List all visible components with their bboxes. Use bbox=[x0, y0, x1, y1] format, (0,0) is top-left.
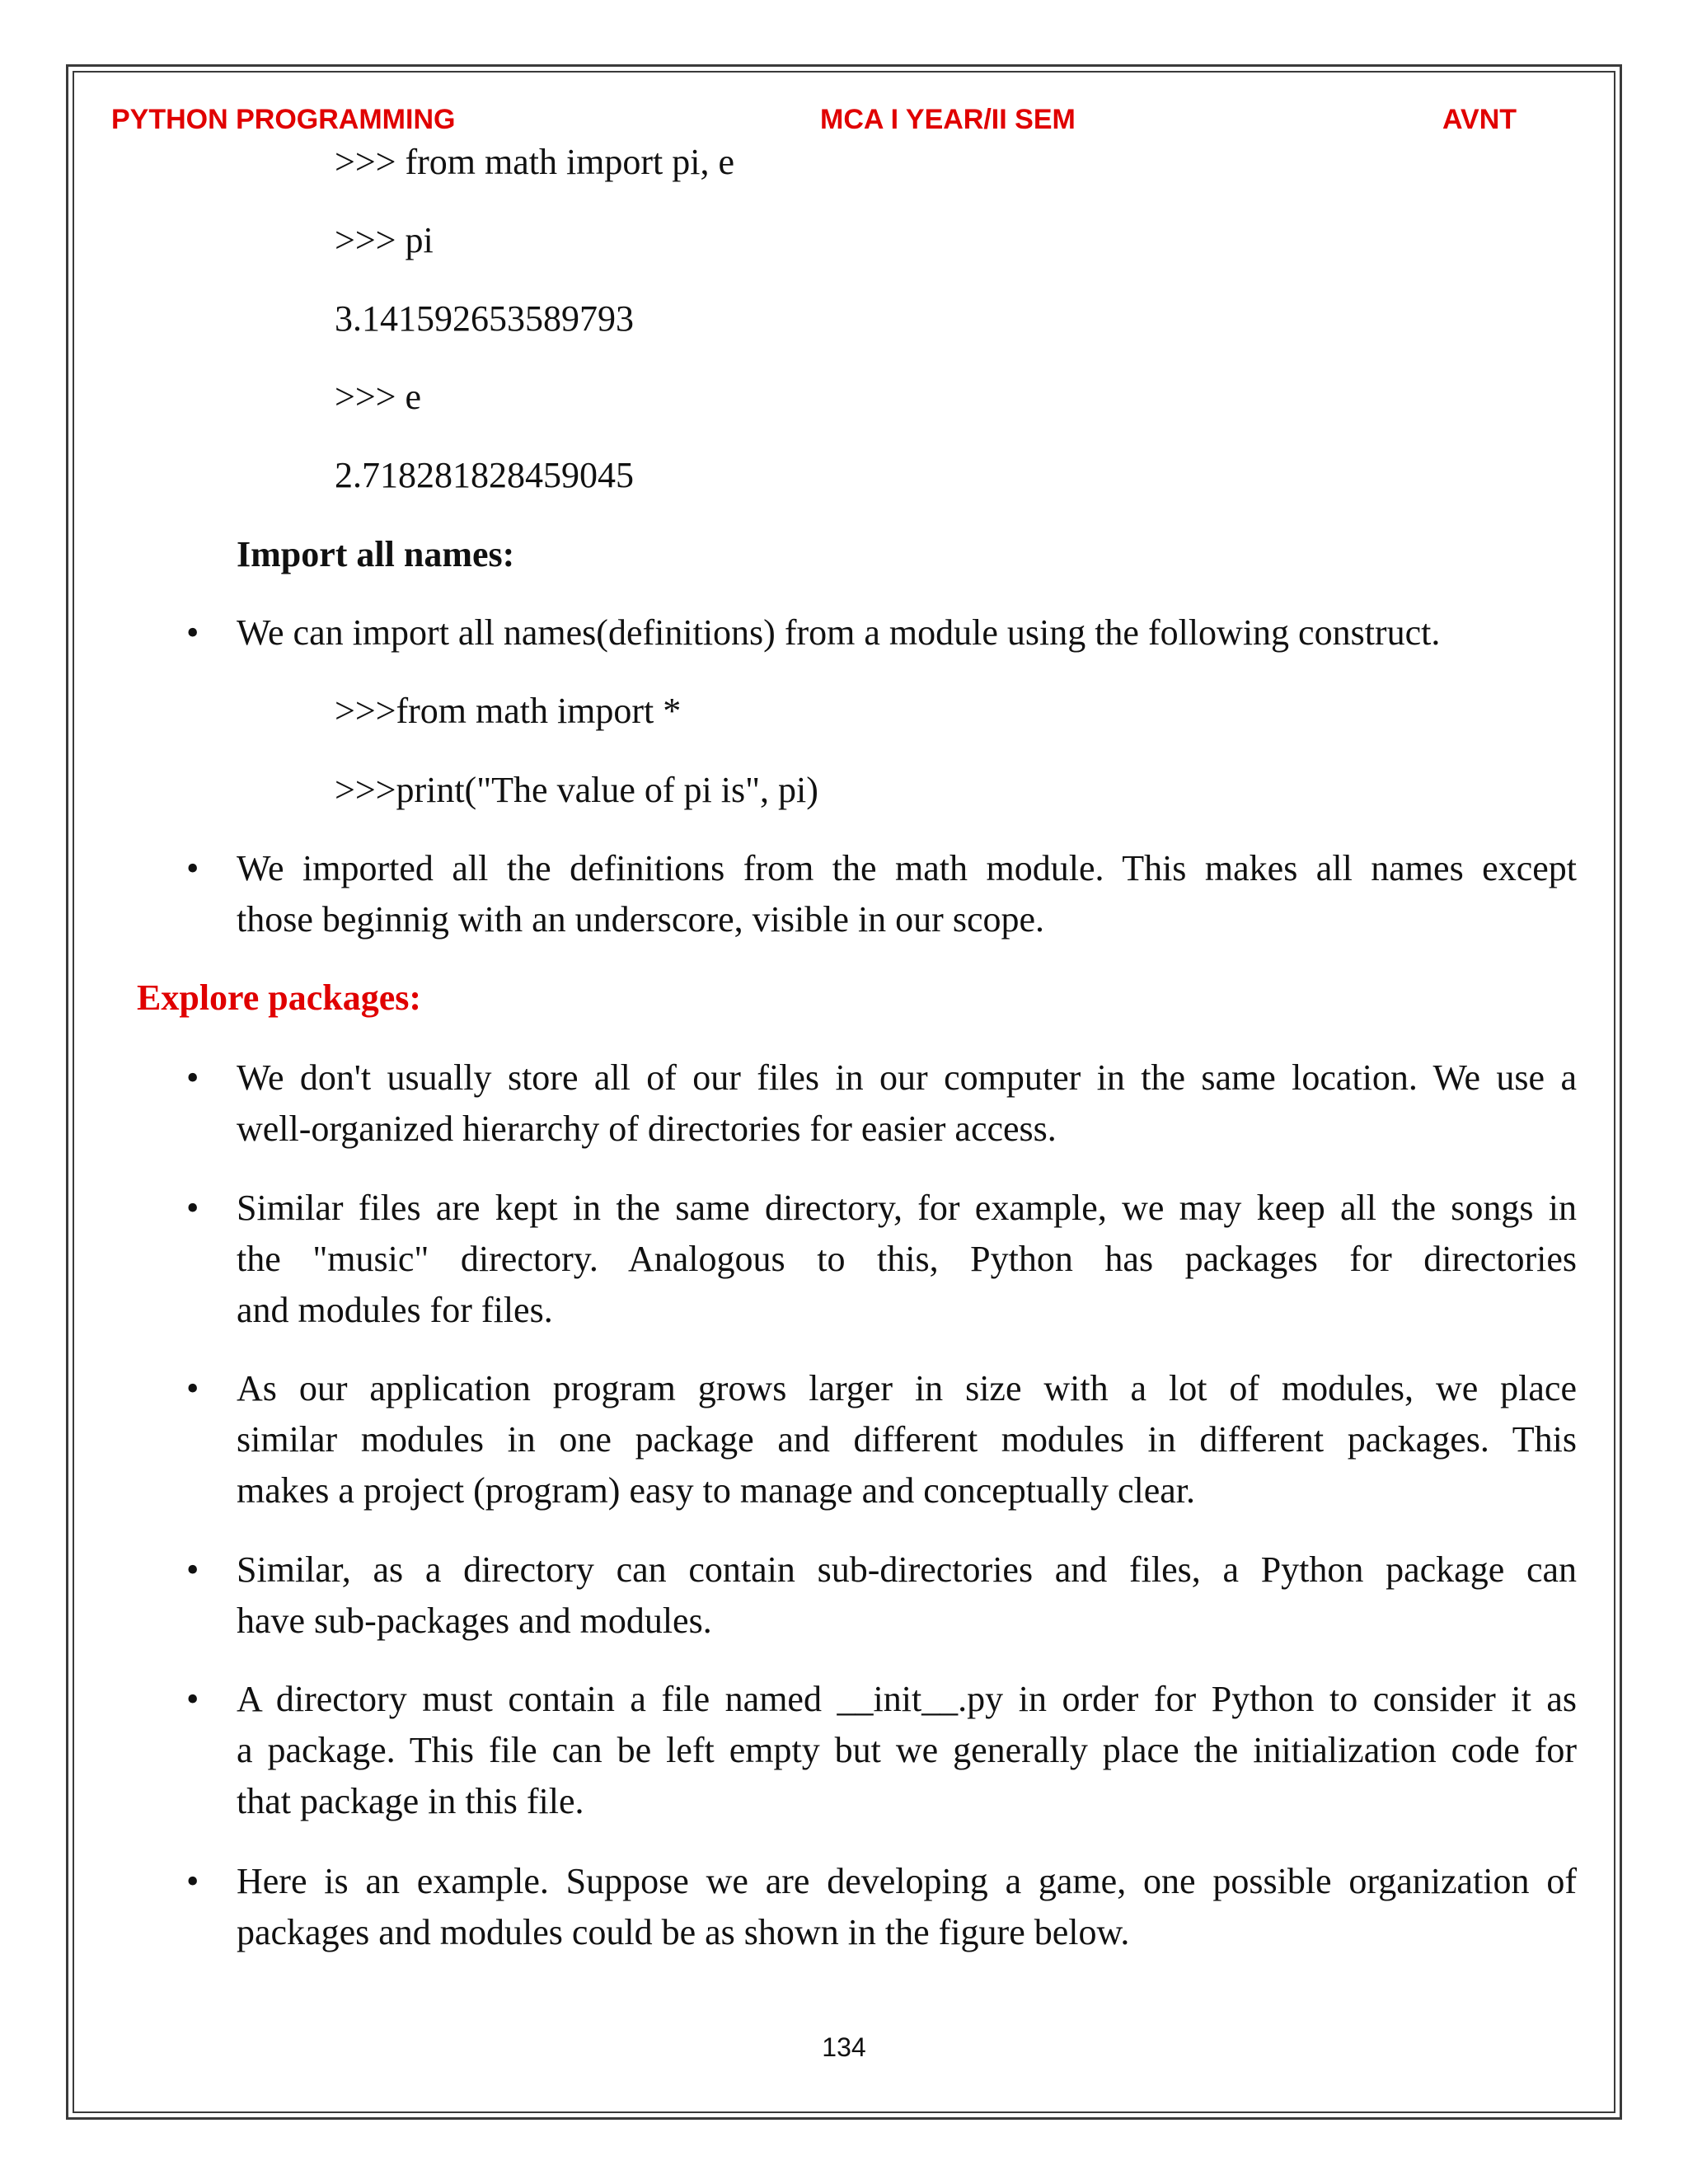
paragraph-line: similar modules in one package and different modules in different packages. This bbox=[237, 1419, 1577, 1460]
bullet-marker: • bbox=[186, 1679, 199, 1719]
code-line: 3.141592653589793 bbox=[335, 298, 634, 339]
page-number: 134 bbox=[822, 2032, 866, 2062]
paragraph-line: We imported all the definitions from the math module. This makes all names except bbox=[237, 848, 1577, 888]
bullet-marker: • bbox=[186, 848, 199, 888]
code-line: >>>from math import * bbox=[335, 691, 682, 731]
paragraph-line: the "music" directory. Analogous to this, Python has packages for directories bbox=[237, 1239, 1577, 1279]
bullet-marker: • bbox=[186, 1368, 199, 1408]
paragraph-line: Similar, as a directory can contain sub-directories and files, a Python package can bbox=[237, 1549, 1577, 1590]
paragraph-line: We don't usually store all of our files in our computer in the same location. We use a bbox=[237, 1057, 1577, 1098]
bullet-marker: • bbox=[186, 1057, 199, 1098]
bullet-paragraph bbox=[237, 1856, 1577, 1958]
paragraph-line: have sub-packages and modules. bbox=[237, 1601, 712, 1641]
code-line: 2.718281828459045 bbox=[335, 455, 634, 495]
bullet-marker: • bbox=[186, 1549, 199, 1590]
paragraph-line: that package in this file. bbox=[237, 1781, 584, 1821]
section-title-explore-packages: Explore packages: bbox=[137, 977, 422, 1018]
bullet-marker: • bbox=[186, 1861, 199, 1901]
bullet-paragraph bbox=[237, 843, 1577, 945]
paragraph-line: and modules for files. bbox=[237, 1290, 553, 1330]
paragraph-line: well-organized hierarchy of directories for easier access. bbox=[237, 1108, 1057, 1149]
header-author: AVNT bbox=[1442, 104, 1517, 135]
bullet-paragraph bbox=[237, 1183, 1577, 1336]
paragraph-line: Here is an example. Suppose we are developing a game, one possible organization of bbox=[237, 1861, 1577, 1901]
paragraph-line: makes a project (program) easy to manage and conceptually clear. bbox=[237, 1470, 1196, 1511]
paragraph-line: We can import all names(definitions) from a module using the following construct. bbox=[237, 612, 1441, 653]
bullet-marker: • bbox=[186, 612, 199, 653]
bullet-paragraph bbox=[237, 1363, 1577, 1516]
subheading-import-all: Import all names: bbox=[237, 534, 515, 574]
code-line: >>> e bbox=[335, 377, 421, 417]
header-class-info: MCA I YEAR/II SEM bbox=[820, 104, 1076, 135]
paragraph-line: As our application program grows larger in size with a lot of modules, we place bbox=[237, 1368, 1577, 1408]
paragraph-line: packages and modules could be as shown in the figure below. bbox=[237, 1912, 1130, 1952]
bullet-paragraph bbox=[237, 1674, 1577, 1827]
code-line: >>> from math import pi, e bbox=[335, 142, 735, 182]
paragraph-line: Similar files are kept in the same directory, for example, we may keep all the songs in bbox=[237, 1188, 1577, 1228]
header-course-title: PYTHON PROGRAMMING bbox=[111, 104, 456, 135]
paragraph-line: a package. This file can be left empty but we generally place the initialization code for bbox=[237, 1730, 1577, 1770]
paragraph-line: those beginnig with an underscore, visible in our scope. bbox=[237, 899, 1045, 940]
bullet-paragraph bbox=[237, 1544, 1577, 1647]
bullet-paragraph bbox=[237, 1052, 1577, 1155]
code-line: >>> pi bbox=[335, 220, 434, 260]
bullet-marker: • bbox=[186, 1188, 199, 1228]
code-line: >>>print("The value of pi is", pi) bbox=[335, 770, 818, 810]
paragraph-line: A directory must contain a file named __init__.py in order for Python to consider it as bbox=[237, 1679, 1577, 1719]
bullet-paragraph bbox=[237, 607, 1577, 658]
